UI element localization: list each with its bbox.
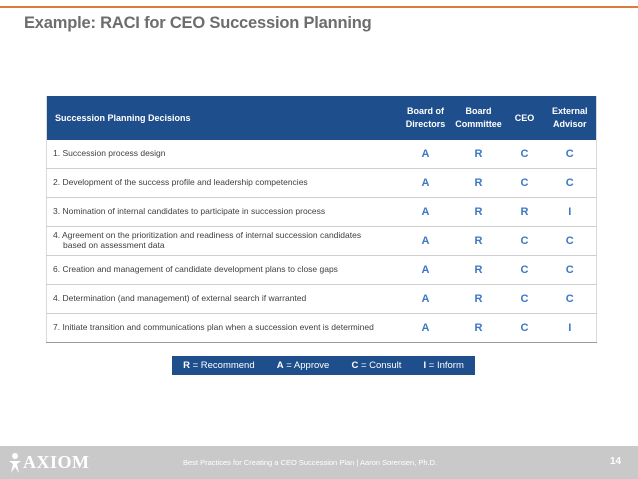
decision-line1: 4. Agreement on the prioritization and readiness of internal succession candidates bbox=[53, 230, 362, 241]
table-row bbox=[47, 314, 597, 343]
raci-legend bbox=[172, 356, 475, 375]
legend-consult bbox=[351, 360, 401, 371]
decision-cell bbox=[47, 227, 400, 256]
header-board-of-directors bbox=[400, 96, 452, 140]
committee-code: R bbox=[452, 227, 506, 256]
legend-i-key: I bbox=[423, 360, 427, 371]
advisor-code: I bbox=[544, 314, 597, 343]
committee-code: R bbox=[452, 198, 506, 227]
decision-cell: 7. Initiate transition and communications plan when a succession event is determined bbox=[47, 314, 400, 343]
legend-a-text: = Approve bbox=[286, 360, 330, 371]
committee-code: R bbox=[452, 256, 506, 285]
advisor-code: I bbox=[544, 198, 597, 227]
legend-c-text: = Consult bbox=[360, 360, 402, 371]
decision-cell: 6. Creation and management of candidate development plans to close gaps bbox=[47, 256, 400, 285]
header-committee-line2: Committee bbox=[455, 119, 502, 129]
committee-code: R bbox=[452, 140, 506, 169]
table-row bbox=[47, 227, 597, 256]
advisor-code: C bbox=[544, 285, 597, 314]
table-row bbox=[47, 198, 597, 227]
decision-cell: 4. Determination (and management) of external search if warranted bbox=[47, 285, 400, 314]
header-ceo: CEO bbox=[506, 96, 544, 140]
footer-text: Best Practices for Creating a CEO Succession Plan | Aaron Sorensen, Ph.D. bbox=[183, 458, 438, 467]
header-committee-line1: Board bbox=[465, 106, 492, 117]
committee-code: R bbox=[452, 169, 506, 198]
committee-code: R bbox=[452, 314, 506, 343]
header-decisions: Succession Planning Decisions bbox=[47, 96, 400, 140]
legend-a-key: A bbox=[276, 360, 284, 371]
top-accent-line bbox=[0, 6, 638, 8]
board-code: A bbox=[400, 140, 452, 169]
table-row bbox=[47, 140, 597, 169]
legend-i-text: = Inform bbox=[428, 360, 464, 371]
legend-r-key: R bbox=[183, 360, 190, 371]
ceo-code: C bbox=[506, 314, 544, 343]
legend-inform bbox=[423, 360, 463, 371]
header-board-line2: Directors bbox=[405, 119, 446, 129]
advisor-code: C bbox=[544, 227, 597, 256]
page-number: 14 bbox=[610, 456, 622, 467]
table-row bbox=[47, 256, 597, 285]
decision-cell: 3. Nomination of internal candidates to participate in succession process bbox=[47, 198, 400, 227]
logo-text: AXIOM bbox=[23, 452, 90, 472]
board-code: A bbox=[400, 285, 452, 314]
board-code: A bbox=[400, 227, 452, 256]
decision-line2: based on assessment data bbox=[63, 240, 165, 250]
board-code: A bbox=[400, 169, 452, 198]
table-row bbox=[47, 285, 597, 314]
table-header-row bbox=[47, 96, 597, 140]
ceo-code: C bbox=[506, 285, 544, 314]
slide-footer bbox=[0, 446, 638, 479]
board-code: A bbox=[400, 256, 452, 285]
header-external-advisor bbox=[544, 96, 597, 140]
board-code: A bbox=[400, 314, 452, 343]
figure-icon bbox=[8, 452, 22, 474]
slide-title: Example: RACI for CEO Succession Planning bbox=[24, 14, 372, 32]
ceo-code: R bbox=[506, 198, 544, 227]
decision-cell: 1. Succession process design bbox=[47, 140, 400, 169]
ceo-code: C bbox=[506, 256, 544, 285]
legend-r-text: = Recommend bbox=[192, 360, 255, 371]
header-board-line1: Board of bbox=[407, 106, 444, 117]
raci-table bbox=[46, 96, 597, 343]
legend-approve bbox=[277, 360, 330, 371]
ceo-code: C bbox=[506, 169, 544, 198]
ceo-code: C bbox=[506, 140, 544, 169]
legend-recommend bbox=[183, 360, 255, 371]
advisor-code: C bbox=[544, 140, 597, 169]
axiom-logo bbox=[8, 450, 90, 475]
table-row bbox=[47, 169, 597, 198]
header-board-committee bbox=[452, 96, 506, 140]
ceo-code: C bbox=[506, 227, 544, 256]
decision-cell: 2. Development of the success profile and leadership competencies bbox=[47, 169, 400, 198]
header-advisor-line1: External bbox=[551, 106, 588, 117]
committee-code: R bbox=[452, 285, 506, 314]
header-advisor-line2: Advisor bbox=[552, 119, 587, 129]
board-code: A bbox=[400, 198, 452, 227]
legend-c-key: C bbox=[351, 360, 359, 371]
advisor-code: C bbox=[544, 169, 597, 198]
advisor-code: C bbox=[544, 256, 597, 285]
